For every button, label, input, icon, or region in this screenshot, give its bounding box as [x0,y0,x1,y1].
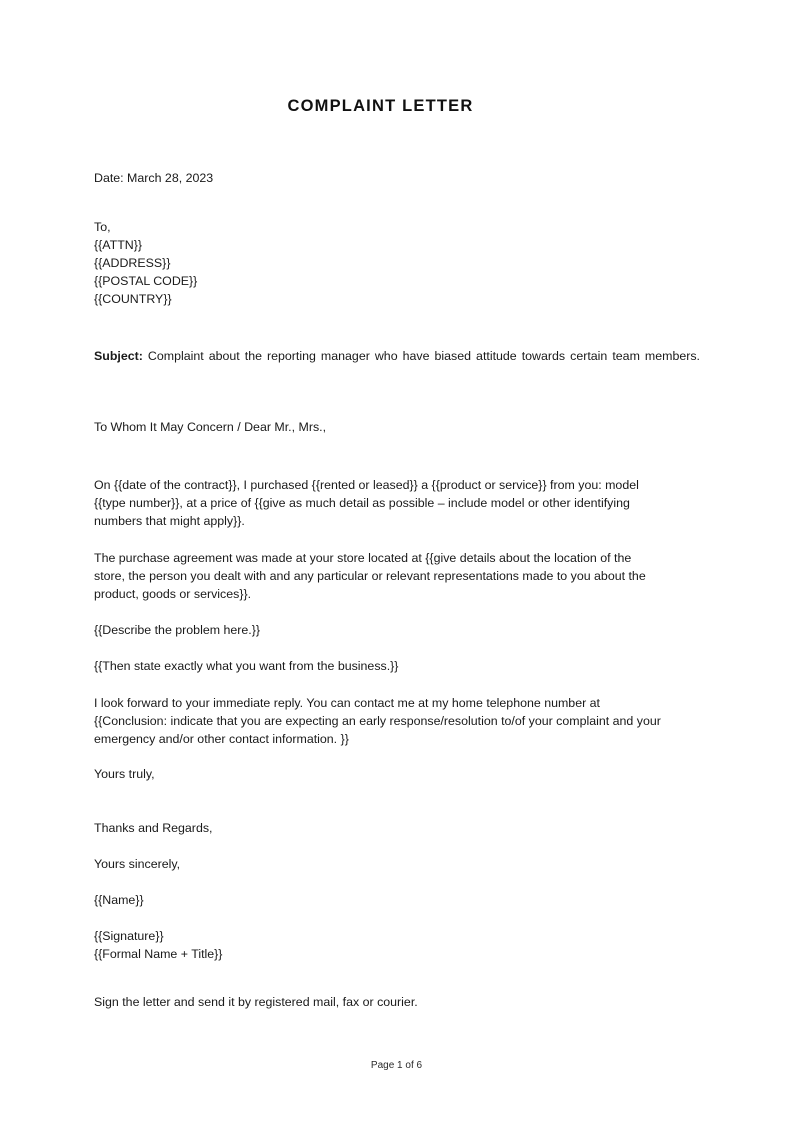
subject-text: Complaint about the reporting manager who have biased attitude towards certain team members. [142,349,700,363]
subject-line [94,308,700,385]
recipient-address: {{ADDRESS}} [94,256,171,270]
closing-thanks-and-regards: Thanks and Regards, [94,821,213,836]
recipient-to-label: To, [94,220,111,234]
subject-label: Subject: [94,349,143,363]
page-footer: Page 1 of 6 [370,1060,423,1071]
closing-name: {{Name}} [94,893,144,908]
closing-yours-truly: Yours truly, [94,767,155,782]
salutation: To Whom It May Concern / Dear Mr., Mrs., [94,420,327,434]
recipient-attn: {{ATTN}} [94,238,142,252]
body-paragraph-5: I look forward to your immediate reply. You can contact me at my home telephone number at {{Conclusion: indicate that you are expecting an early response/resolution to/of your complaint and your emergency and/or other contact information. }} [94,695,661,747]
page-title: COMPLAINT LETTER [287,97,474,115]
body-paragraph-1: On {{date of the contract}}, I purchased {{rented or leased}} a {{product or service}} from you: model {{type number}}, at a price of {{give as much detail as possible – include model or other identifying numbers that might apply}}. [94,478,639,529]
date-line: Date: March 28, 2023 [94,171,214,185]
recipient-country: {{COUNTRY}} [94,292,172,306]
closing-signature: {{Signature}} [94,929,164,944]
body-paragraph-2: The purchase agreement was made at your store located at {{give details about the location of the store, the person you dealt with and any particular or relevant representations made to you about the product, goods or services}}. [94,550,646,602]
closing-formal-name-title: {{Formal Name + Title}} [94,947,223,962]
body-paragraph-3: {{Describe the problem here.}} [94,623,261,638]
closing-yours-sincerely: Yours sincerely, [94,857,181,872]
final-instruction-note: Sign the letter and send it by registered mail, fax or courier. [94,995,418,1010]
signature-block [94,909,700,963]
recipient-postal-code: {{POSTAL CODE}} [94,274,198,288]
document-body [94,0,700,1011]
recipient-address-block [94,187,700,308]
body-paragraph-4: {{Then state exactly what you want from the business.}} [94,659,399,674]
